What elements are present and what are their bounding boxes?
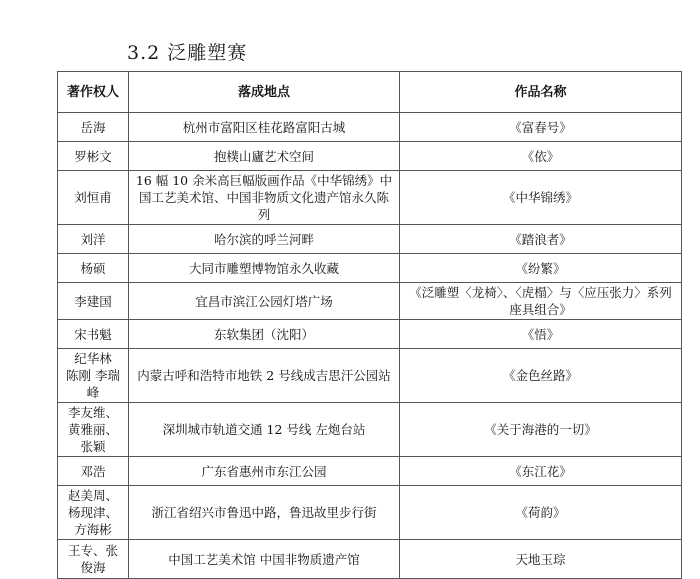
- author-cell: 刘洋: [58, 225, 129, 254]
- work-cell: 天地玉琮: [400, 540, 682, 579]
- work-cell: 《金色丝路》: [400, 349, 682, 403]
- author-cell: 李建国: [58, 283, 129, 320]
- work-cell: 《踏浪者》: [400, 225, 682, 254]
- work-cell: 《东江花》: [400, 457, 682, 486]
- author-cell: 李友维、黄雅丽、张颖: [58, 403, 129, 457]
- works-table: [57, 71, 682, 579]
- table-row: [58, 457, 682, 486]
- table-row: [58, 142, 682, 171]
- work-cell: 《纷繁》: [400, 254, 682, 283]
- table-row: [58, 225, 682, 254]
- author-cell: 岳海: [58, 113, 129, 142]
- author-cell: 宋书魁: [58, 320, 129, 349]
- work-cell: 《依》: [400, 142, 682, 171]
- header-location: 落成地点: [129, 72, 400, 113]
- location-cell: 哈尔滨的呼兰河畔: [129, 225, 400, 254]
- table-row: [58, 171, 682, 225]
- location-cell: 浙江省绍兴市鲁迅中路，鲁迅故里步行街: [129, 486, 400, 540]
- location-cell: 大同市雕塑博物馆永久收藏: [129, 254, 400, 283]
- location-cell: 内蒙古呼和浩特市地铁 2 号线成吉思汗公园站: [129, 349, 400, 403]
- location-cell: 16 幅 10 余米高巨幅版画作品《中华锦绣》中国工艺美术馆、中国非物质文化遗产馆永久陈列: [129, 171, 400, 225]
- work-cell: 《荷韵》: [400, 486, 682, 540]
- work-cell: 《泛雕塑〈龙椅〉、〈虎榻〉与〈应压张力〉系列座具组合》: [400, 283, 682, 320]
- work-cell: 《中华锦绣》: [400, 171, 682, 225]
- location-cell: 宜昌市滨江公园灯塔广场: [129, 283, 400, 320]
- table-row: [58, 486, 682, 540]
- table-row: [58, 283, 682, 320]
- header-work: 作品名称: [400, 72, 682, 113]
- author-cell: 纪华林 陈刚 李瑞峰: [58, 349, 129, 403]
- location-cell: 深圳城市轨道交通 12 号线 左炮台站: [129, 403, 400, 457]
- work-cell: 《富春号》: [400, 113, 682, 142]
- location-cell: 抱樸山廬艺术空间: [129, 142, 400, 171]
- table-row: [58, 113, 682, 142]
- author-cell: 罗彬文: [58, 142, 129, 171]
- author-cell: 赵美周、杨现津、方海彬: [58, 486, 129, 540]
- author-cell: 杨硕: [58, 254, 129, 283]
- author-cell: 邓浩: [58, 457, 129, 486]
- location-cell: 中国工艺美术馆 中国非物质遗产馆: [129, 540, 400, 579]
- table-row: [58, 349, 682, 403]
- location-cell: 广东省惠州市东江公园: [129, 457, 400, 486]
- table-header-row: [58, 72, 682, 113]
- table-row: [58, 254, 682, 283]
- table-row: [58, 403, 682, 457]
- author-cell: 刘恒甫: [58, 171, 129, 225]
- table-row: [58, 320, 682, 349]
- table-row: [58, 540, 682, 579]
- header-author: 著作权人: [58, 72, 129, 113]
- location-cell: 东软集团（沈阳）: [129, 320, 400, 349]
- work-cell: 《关于海港的一切》: [400, 403, 682, 457]
- section-title: 3.2 泛雕塑赛: [127, 42, 248, 64]
- work-cell: 《悟》: [400, 320, 682, 349]
- location-cell: 杭州市富阳区桂花路富阳古城: [129, 113, 400, 142]
- author-cell: 王专、张俊海: [58, 540, 129, 579]
